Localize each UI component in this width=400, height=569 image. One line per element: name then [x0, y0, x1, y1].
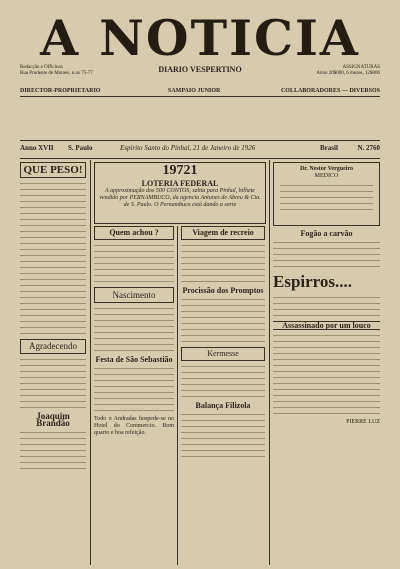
- procissao-heading: Procissão dos Promptos: [182, 286, 264, 295]
- director-name: SAMPAIO JUNIOR: [168, 88, 221, 94]
- masthead-subscriptions: ASSIGNATURAS Anno 20$000, 6 mezes, 12$000: [316, 65, 380, 76]
- header-rule: [20, 96, 380, 97]
- quem-achou-heading: Quem achou ?: [94, 226, 174, 240]
- column-rule-3: [269, 160, 270, 565]
- dateline: [20, 142, 380, 156]
- lottery-heading: LOTERIA FEDERAL: [141, 179, 219, 188]
- doctor-ad: [273, 162, 380, 226]
- assassinado-heading: Assassinado por um louco: [273, 321, 380, 330]
- que-peso-text: [20, 183, 86, 334]
- balanca-heading: Balança Filizola: [195, 401, 251, 410]
- kermesse-heading: Kermesse: [181, 347, 265, 361]
- issue-number: N. 2760: [357, 144, 380, 152]
- fogao-heading: Fogão a carvão: [300, 229, 353, 238]
- column-mid-right: [181, 226, 265, 462]
- fogao-text: [273, 242, 380, 267]
- joaquim-heading: Joaquim Brandão: [36, 411, 70, 428]
- viagem-heading: Viagem de recreio: [181, 226, 265, 240]
- nascimento-text: [94, 308, 174, 351]
- signature: PIERRE LUZ: [346, 419, 380, 425]
- espirros-heading: Espirros....: [273, 272, 353, 291]
- nascimento-heading: Nascimento: [94, 287, 174, 303]
- newspaper-title: A NOTICIA: [40, 9, 360, 67]
- lottery-text: A approximação dos 500 CONTOS, sahiu para Pinhal, bilhete vendido por PERNAMBUCO, da agencia Antunes de Abreu & Cia. de S. Paulo. O Pernambuco está dando a sorte: [99, 188, 261, 208]
- lottery-number: 19721: [162, 163, 198, 178]
- kermesse-text: [181, 366, 265, 397]
- column-right: [273, 162, 380, 426]
- director-label: DIRECTOR-PROPRIETARIO: [20, 88, 101, 94]
- viagem-text: [181, 245, 265, 282]
- hotel-text: Todo o Andradas hospede-se no Hotel do Commercio. Bom quarto e boa refeição.: [94, 416, 174, 436]
- country-label: Brasil: [320, 144, 338, 152]
- que-peso-heading: QUE PESO!: [20, 162, 86, 178]
- assassinado-text: [273, 335, 380, 414]
- lottery-box: [94, 162, 266, 224]
- column-rule-2: [177, 226, 178, 565]
- place-date: Espirito Santo do Pinhal, 21 de Janeiro de 1926: [120, 144, 256, 152]
- espirros-text: [273, 297, 380, 316]
- agradecendo-text: [20, 359, 86, 408]
- masthead: [20, 9, 380, 82]
- column-rule-1: [90, 160, 91, 565]
- column-mid-left: [94, 226, 174, 437]
- column-left: [20, 162, 86, 474]
- city-label: S. Paulo: [68, 144, 93, 152]
- balanca-text: [181, 414, 265, 457]
- year-label: Anno XVII: [20, 144, 54, 152]
- doctor-ad-text: [274, 185, 379, 210]
- festa-text: [94, 368, 174, 411]
- agradecendo-heading: Agradecendo: [20, 339, 86, 354]
- doctor-name: Dr. Nestor Vergueiro: [299, 166, 354, 172]
- doctor-title: MEDICO: [314, 173, 339, 179]
- festa-heading: Festa de São Sebastião: [95, 355, 173, 364]
- dateline-top-rule: [20, 140, 380, 141]
- collaborators-label: COLLABORADORES — DIVERSOS: [280, 88, 380, 94]
- masthead-address: Redacção e Officinas Rua Prudente de Moraes, n.os 75-77: [20, 65, 93, 76]
- procissao-text: [181, 299, 265, 342]
- dateline-bottom-rule: [20, 158, 380, 159]
- masthead-subtitle: DIARIO VESPERTINO: [158, 65, 242, 74]
- joaquim-text: [20, 432, 86, 469]
- quem-achou-text: [94, 245, 174, 282]
